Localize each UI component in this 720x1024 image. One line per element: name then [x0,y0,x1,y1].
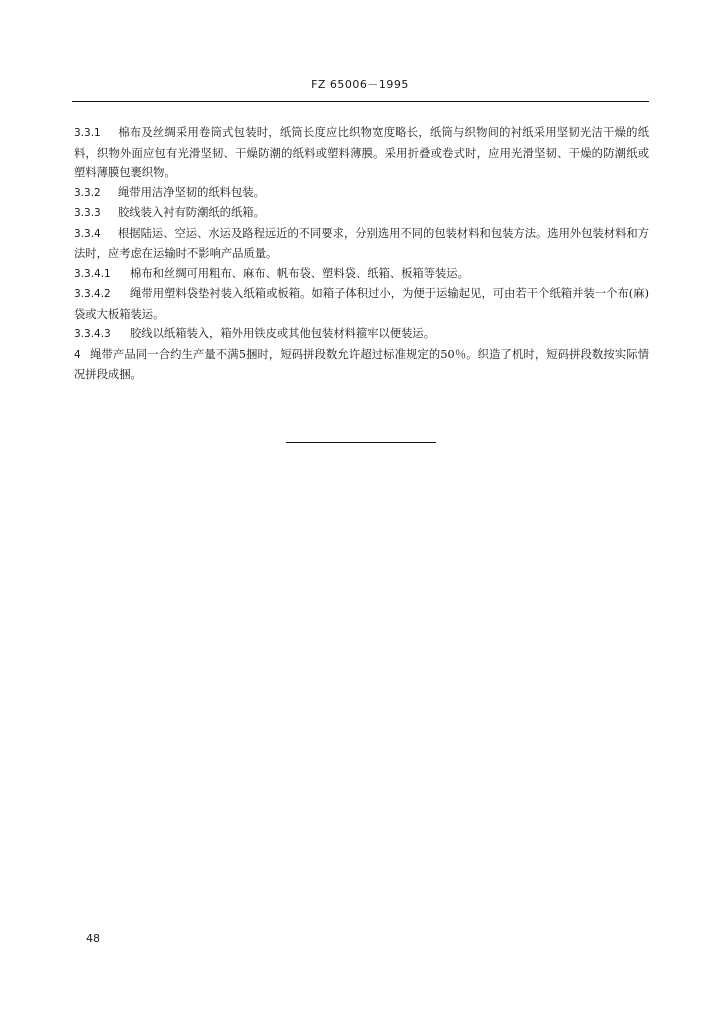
clause-text: 胶线以纸箱装入，箱外用铁皮或其他包装材料箍牢以便装运。 [130,327,436,340]
clause-4 [74,345,649,385]
clause-3-3-2 [74,183,649,204]
clause-number: 3.3.4.2 [74,288,111,300]
clause-number: 3.3.4 [74,227,101,240]
end-of-standard-rule [286,442,436,443]
clause-3-3-4 [74,224,649,264]
clause-number: 3.3.2 [74,186,101,199]
clause-3-3-4-1 [74,264,649,285]
clause-text: 根据陆运、空运、水运及路程远近的不同要求，分别选用不同的包装材料和包装方法。选用外包装材料和方法时，应考虑在运输时不影响产品质量。 [74,226,649,260]
clause-text: 棉布和丝绸可用粗布、麻布、帆布袋、塑料袋、纸箱、板箱等装运。 [130,266,469,280]
clause-text: 棉布及丝绸采用卷筒式包装时，纸筒长度应比织物宽度略长，纸筒与织物间的衬纸采用坚韧光洁干燥的纸料，织物外面应包有光滑坚韧、干燥防潮的纸料或塑料薄膜。采用折叠或卷式时，应用光滑坚韧、干燥的防潮纸或塑料薄膜包裹织物。 [74,126,649,179]
header-divider [72,101,649,102]
page-number: 48 [86,932,100,945]
clause-text: 绳带用塑料袋垫衬装入纸箱或板箱。如箱子体积过小，为便于运输起见，可由若干个纸箱并装一个布(麻)袋或大板箱装运。 [74,287,649,321]
clause-number: 4 [74,348,81,361]
header-standard-code: FZ 65006－1995 [311,78,409,91]
clause-number: 3.3.1 [74,127,101,139]
clause-number: 3.3.4.1 [74,267,111,280]
clause-text: 绳带产品同一合约生产量不满5捆时，短码拼段数允许超过标准规定的50％。织造了机时，短码拼段数按实际情况拼段成捆。 [74,347,649,381]
clause-3-3-4-2 [74,284,649,324]
clause-3-3-3 [74,203,649,224]
clause-number: 3.3.3 [74,207,101,219]
clause-3-3-4-3 [74,324,649,345]
clause-number: 3.3.4.3 [74,328,111,340]
clause-3-3-1 [74,123,649,183]
clause-text: 胶线装入衬有防潮纸的纸箱。 [118,206,265,219]
clause-text: 绳带用洁净坚韧的纸料包装。 [118,185,265,199]
body-text [74,123,649,385]
